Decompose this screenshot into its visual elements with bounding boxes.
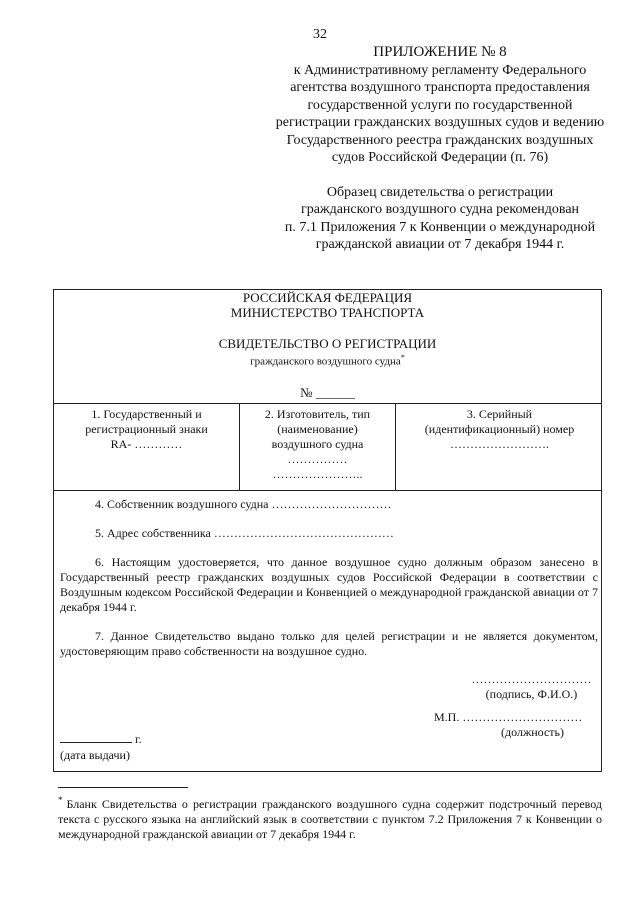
field-line: регистрационный знаки xyxy=(85,422,208,436)
sample-note-line: гражданского воздушного судна рекомендован xyxy=(300,202,580,217)
field-manufacturer-type xyxy=(239,404,396,490)
page-number: 32 xyxy=(313,27,327,42)
footnote-marker: * xyxy=(400,353,405,362)
position-label: (должность) xyxy=(501,725,564,739)
appendix-title: ПРИЛОЖЕНИЕ № 8 xyxy=(373,44,507,60)
country-name: РОССИЙСКАЯ ФЕДЕРАЦИЯ xyxy=(242,290,413,305)
field-registration-marks xyxy=(54,404,239,490)
appendix-line: судов Российской Федерации (п. 76) xyxy=(331,150,549,165)
stamp-dots: ………………………… xyxy=(462,710,583,724)
date-blank-line xyxy=(60,731,132,743)
footnote-divider xyxy=(58,787,188,788)
field-line: 1. Государственный и xyxy=(91,407,202,421)
stamp-label: М.П. xyxy=(434,710,460,724)
appendix-line: к Административному регламенту Федерального xyxy=(293,62,587,78)
appendix-line: агентства воздушного транспорта предоставления xyxy=(290,80,590,95)
field-line: …………… xyxy=(287,452,348,466)
date-label: (дата выдачи) xyxy=(60,748,130,762)
footnote-marker: * xyxy=(58,795,63,805)
field-line: (идентификационный) номер xyxy=(424,422,575,436)
certification-paragraph: 6. Настоящим удостоверяется, что данное воздушное судно должным образом занесено в Государственный реестр гражданских воздушных судов Российской Федерации в соответствии с Воздушным кодексом Российской Федерации и Конвенцией о международной гражданской авиации от 7 декабря 1944 г. xyxy=(60,555,598,614)
field-serial-number xyxy=(396,404,603,490)
signature-block xyxy=(464,672,599,702)
footnote-text: Бланк Свидетельства о регистрации гражданского воздушного судна содержит подстрочный перевод текста с русского языка на английский язык в соответствии с пунктом 7.2 Приложения 7 к Конвенции о международной гражданской авиации от 7 декабря 1944 г. xyxy=(58,797,602,841)
sample-note-line: Образец свидетельства о регистрации xyxy=(326,184,554,200)
registration-fields-grid xyxy=(54,403,601,491)
certificate-subtitle xyxy=(54,351,601,369)
appendix-line: государственной услуги по государственной xyxy=(307,97,573,113)
footnote xyxy=(58,793,602,842)
certificate-title: СВИДЕТЕЛЬСТВО О РЕГИСТРАЦИИ xyxy=(218,336,437,351)
address-line: 5. Адрес собственника ……………………………………… xyxy=(95,526,394,540)
ministry-name: МИНИСТЕРСТВО ТРАНСПОРТА xyxy=(230,305,425,320)
issue-date-block xyxy=(60,731,142,763)
certificate-number: № ______ xyxy=(300,384,355,400)
issued-paragraph: 7. Данное Свидетельство выдано только для целей регистрации и не является документом, удостоверяющим право собственности на воздушное судно. xyxy=(60,629,598,658)
appendix-line: регистрации гражданских воздушных судов и ведению xyxy=(275,115,605,130)
sample-note xyxy=(210,184,640,254)
issue-date-line xyxy=(60,731,142,747)
signature-dots: ………………………… xyxy=(471,672,592,686)
field-line: 2. Изготовитель, тип xyxy=(264,407,371,421)
date-suffix: г. xyxy=(135,732,142,746)
signature-label: (подпись, Ф.И.О.) xyxy=(485,687,578,701)
sample-note-line: гражданской авиации от 7 декабря 1944 г. xyxy=(315,237,565,252)
stamp-block xyxy=(434,710,599,740)
field-line: RA- ………… xyxy=(110,437,183,451)
certificate-header xyxy=(54,290,601,401)
sample-note-line: п. 7.1 Приложения 7 к Конвенции о международной xyxy=(284,219,596,235)
field-line: воздушного судна xyxy=(271,437,364,451)
appendix-header xyxy=(210,44,640,254)
stamp-line xyxy=(434,710,599,725)
field-line: ……………………. xyxy=(450,437,549,451)
field-line: 3. Серийный xyxy=(466,407,533,421)
appendix-line: Государственного реестра гражданских воздушных xyxy=(286,132,594,148)
owner-line: 4. Собственник воздушного судна ………………………… xyxy=(95,497,392,511)
certificate-subtitle-text: гражданского воздушного судна xyxy=(250,355,401,368)
certificate-form xyxy=(53,289,602,772)
field-line: ………………….. xyxy=(272,467,363,481)
field-line: (наименование) xyxy=(277,422,358,436)
certificate-body xyxy=(60,490,598,659)
